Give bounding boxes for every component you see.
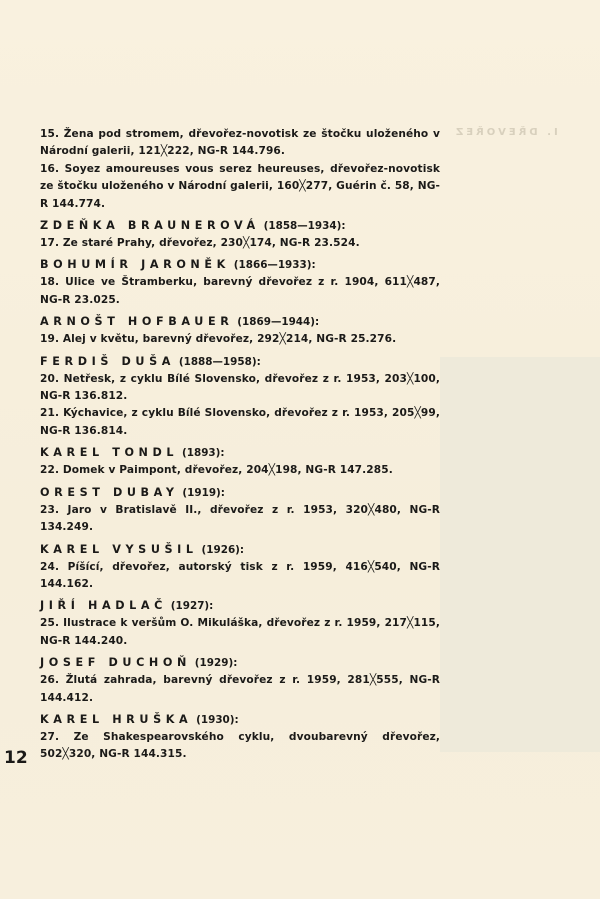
catalogue-entry: 18. Ulice ve Štramberku, barevný dřevořez z r. 1904, 611╳487, NG-R 23.025. xyxy=(40,276,440,306)
artist-heading xyxy=(40,353,440,371)
artist-dates: (1888—1958): xyxy=(178,355,261,368)
artist-heading xyxy=(40,217,440,235)
artist-heading xyxy=(40,654,440,672)
artist-dates: (1926): xyxy=(201,543,245,556)
artist-heading xyxy=(40,484,440,502)
artist-name: ARNOŠT HOFBAUER xyxy=(40,315,234,329)
artist-name: FERDIŠ DUŠA xyxy=(40,354,175,368)
catalogue-list xyxy=(40,126,440,764)
catalogue-entry: 19. Alej v květu, barevný dřevořez, 292╳214, NG-R 25.276. xyxy=(40,333,397,346)
catalogue-entry: 26. Žlutá zahrada, barevný dřevořez z r. 1959, 281╳555, NG-R 144.412. xyxy=(40,674,440,704)
catalogue-entry: 20. Netřesk, z cyklu Bílé Slovensko, dřevořez z r. 1953, 203╳100, NG-R 136.812. xyxy=(40,372,440,403)
artist-heading xyxy=(40,711,440,729)
artist-dates: (1858—1934): xyxy=(263,220,346,233)
catalogue-entry: 25. Ilustrace k veršům O. Mikuláška, dřevořez z r. 1959, 217╳115, NG-R 144.240. xyxy=(40,617,440,647)
catalogue-entry: 27. Ze Shakespearovského cyklu, dvoubarevný dřevořez, 502╳320, NG-R 144.315. xyxy=(40,730,440,761)
artist-dates: (1919): xyxy=(182,486,225,499)
artist-dates: (1869—1944): xyxy=(237,316,320,329)
artist-name: KAREL VYSUŠIL xyxy=(40,542,198,556)
artist-heading xyxy=(40,313,440,331)
bleed-through-illustration xyxy=(440,357,600,752)
artist-dates: (1930): xyxy=(196,713,239,726)
artist-name: JOSEF DUCHOŇ xyxy=(40,656,191,670)
artist-dates: (1927): xyxy=(170,600,214,613)
artist-dates: (1893): xyxy=(181,447,225,460)
catalogue-entry: 23. Jaro v Bratislavě II., dřevořez z r. 1953, 320╳480, NG-R 134.249. xyxy=(40,503,440,534)
page-number: 12 xyxy=(4,748,28,768)
catalogue-entry: 21. Kýchavice, z cyklu Bílé Slovensko, dřevořez z r. 1953, 205╳99, NG-R 136.814. xyxy=(40,407,440,437)
artist-heading xyxy=(40,444,440,462)
artist-name: KAREL TONDL xyxy=(40,446,179,460)
artist-name: ZDEŇKA BRAUNEROVÁ xyxy=(40,219,260,233)
bleed-through-heading: I. DŘEVOŘEZ xyxy=(453,127,558,138)
catalogue-entry: 24. Píšící, dřevořez, autorský tisk z r. 1959, 416╳540, NG-R 144.162. xyxy=(40,560,440,590)
catalogue-entry: 16. Soyez amoureuses vous serez heureuses, dřevořez-novotisk ze štočku uloženého v Národní galerii, 160╳277, Guérin č. 58, NG-R 144.774. xyxy=(40,162,440,210)
artist-name: OREST DUBAY xyxy=(40,485,179,499)
artist-dates: (1929): xyxy=(194,657,238,670)
catalogue-entry: 22. Domek v Paimpont, dřevořez, 204╳198, NG-R 147.285. xyxy=(40,464,393,477)
artist-heading xyxy=(40,256,440,274)
catalogue-entry: 15. Žena pod stromem, dřevořez-novotisk ze štočku uloženého v Národní galerii, 121╳222, NG-R 144.796. xyxy=(40,128,440,158)
artist-heading xyxy=(40,597,440,615)
artist-name: BOHUMÍR JARONĚK xyxy=(40,258,230,272)
artist-dates: (1866—1933): xyxy=(233,259,316,272)
artist-heading xyxy=(40,541,440,559)
catalogue-entry: 17. Ze staré Prahy, dřevořez, 230╳174, NG-R 23.524. xyxy=(40,237,360,250)
artist-name: KAREL HRUŠKA xyxy=(40,712,193,726)
artist-name: JIŘÍ HADLAČ xyxy=(40,599,167,613)
